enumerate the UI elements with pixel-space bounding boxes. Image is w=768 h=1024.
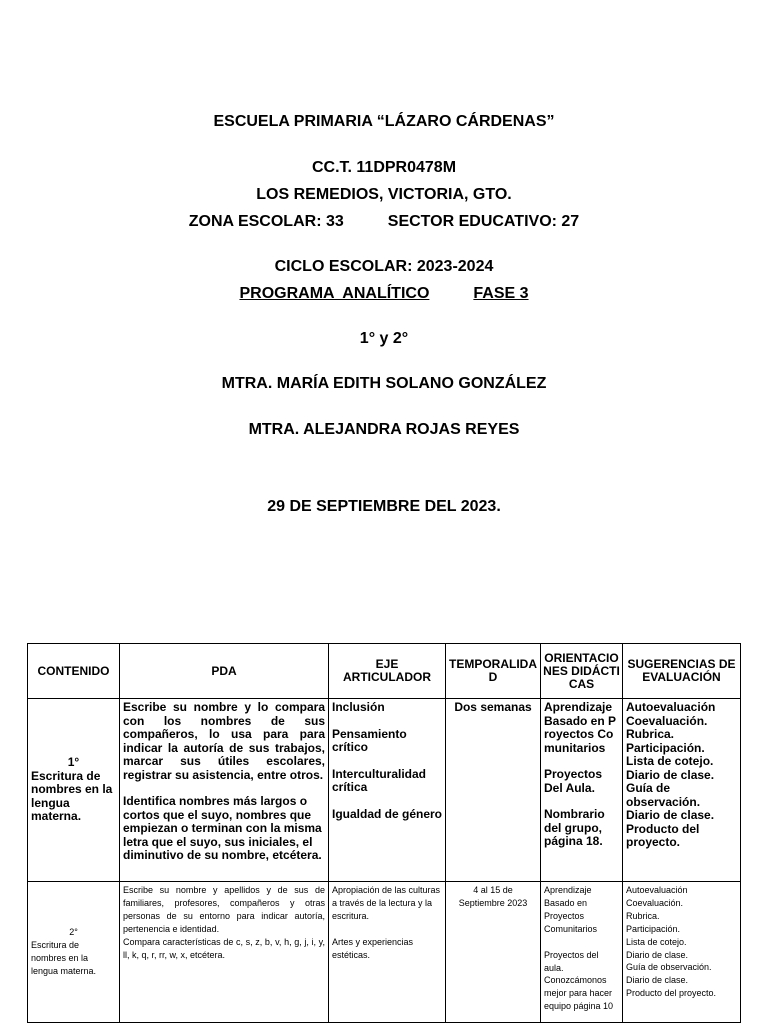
table-row bbox=[28, 699, 741, 882]
pda-paragraph: Identifica nombres más largos o cortos que el suyo, nombres que empiezan o terminan con la misma letra que el suyo, sus iniciales, el diminutivo de su nombre, etcétera. bbox=[123, 794, 322, 862]
table-row bbox=[28, 882, 741, 1023]
zona-sector bbox=[0, 212, 768, 232]
pda-paragraph: Escribe su nombre y lo compara con los nombres de sus compañeros, lo usa para para indicar la autoría de sus trabajos, marcar sus útiles escolares, registrar su asistencia, entre otros. bbox=[123, 700, 325, 782]
header-sugerencias: SUGERENCIAS DE EVALUACIÓN bbox=[623, 644, 741, 699]
grados: 1° y 2° bbox=[359, 330, 409, 347]
eje-item: Pensamiento crítico bbox=[332, 726, 407, 754]
orientacion-item: Aprendizaje Basado en Proyectos Comunitarios bbox=[544, 700, 617, 755]
table-header-row bbox=[28, 644, 741, 699]
grade-label: 2° bbox=[69, 927, 78, 938]
temporalidad-cell: 4 al 15 de Septiembre 2023 bbox=[446, 882, 541, 1023]
eje-item: Apropiación de las culturas a través de la lectura y la escritura. bbox=[332, 885, 441, 921]
sugerencia-item: Autoevaluación bbox=[626, 885, 688, 895]
ciclo-escolar: CICLO ESCOLAR: 2023-2024 bbox=[274, 258, 494, 275]
sugerencia-item: Rubrica. bbox=[626, 910, 660, 921]
temporalidad-cell: Dos semanas bbox=[446, 699, 541, 882]
pda-paragraph: Compara características de c, s, z, b, v, h, g, j, i, y, ll, k, q, r, rr, w, x, etcétera. bbox=[123, 936, 325, 960]
pda-cell bbox=[120, 882, 329, 1023]
eje-item: Igualdad de género bbox=[332, 806, 443, 821]
orientacion-item: Aprendizaje Basado en Proyectos Comunitarios bbox=[544, 885, 598, 934]
eje-item: Interculturalidad crítica bbox=[332, 766, 427, 794]
orientacion-item: Proyectos Del Aula. bbox=[544, 767, 603, 795]
document-date: 29 DE SEPTIEMBRE DEL 2023. bbox=[267, 498, 501, 515]
programa-analitico: PROGRAMA ANALÍTICO bbox=[239, 285, 430, 302]
sugerencia-item: Lista de cotejo. bbox=[626, 754, 714, 768]
sugerencia-item: Lista de cotejo. bbox=[626, 936, 687, 947]
pda-cell bbox=[120, 699, 329, 882]
header-temporalidad: TEMPORALIDAD bbox=[446, 644, 541, 699]
sugerencia-item: Diario de clase. bbox=[626, 949, 689, 960]
cct-code: CC.T. 11DPR0478M bbox=[311, 159, 457, 176]
sugerencia-item: Producto del proyecto. bbox=[626, 821, 700, 849]
sugerencia-item: Participación. bbox=[626, 740, 705, 755]
orientaciones-cell bbox=[541, 882, 623, 1023]
sugerencia-item: Rubrica. bbox=[626, 727, 675, 741]
sugerencia-item: Diario de clase. bbox=[626, 975, 689, 986]
school-name: ESCUELA PRIMARIA “LÁZARO CÁRDENAS” bbox=[213, 113, 555, 130]
orientacion-item: Nombrario del grupo, página 18. bbox=[544, 807, 605, 848]
contenido-cell bbox=[28, 699, 120, 882]
eje-cell bbox=[329, 882, 446, 1023]
sugerencia-item: Guía de observación. bbox=[626, 962, 712, 973]
orientacion-item: Proyectos del aula. bbox=[544, 949, 599, 973]
sugerencia-item: Producto del proyecto. bbox=[626, 988, 717, 999]
sugerencias-cell bbox=[623, 882, 741, 1023]
sugerencia-item: Diario de clase. bbox=[626, 808, 715, 822]
contenido-text: Escritura de nombres en la lengua materna. bbox=[31, 940, 97, 976]
programa-table bbox=[27, 643, 741, 1023]
orientaciones-cell bbox=[541, 699, 623, 882]
grade-label: 1° bbox=[67, 755, 80, 770]
contenido-text: Escritura de nombres en la lengua materna. bbox=[31, 768, 113, 824]
header-eje: EJE ARTICULADOR bbox=[329, 644, 446, 699]
sugerencia-item: Coevaluación. bbox=[626, 897, 684, 908]
programa-line bbox=[0, 284, 768, 304]
sector-educativo: SECTOR EDUCATIVO: 27 bbox=[387, 213, 580, 230]
eje-item: Artes y experiencias estéticas. bbox=[332, 936, 414, 960]
sugerencia-item: Diario de clase. bbox=[626, 767, 715, 782]
sugerencia-item: Participación. bbox=[626, 923, 681, 934]
sugerencia-item: Autoevaluación bbox=[626, 700, 716, 714]
teacher-1: MTRA. MARÍA EDITH SOLANO GONZÁLEZ bbox=[221, 375, 547, 392]
header-pda: PDA bbox=[120, 644, 329, 699]
eje-item: Inclusión bbox=[332, 700, 385, 714]
sugerencia-item: Coevaluación. bbox=[626, 713, 708, 728]
sugerencia-item: Guía de observación. bbox=[626, 781, 701, 809]
zona-escolar: ZONA ESCOLAR: 33 bbox=[188, 213, 344, 230]
eje-cell bbox=[329, 699, 446, 882]
contenido-cell bbox=[28, 882, 120, 1023]
header-contenido: CONTENIDO bbox=[28, 644, 120, 699]
sugerencias-cell bbox=[623, 699, 741, 882]
orientacion-item: Conozcámonos mejor para hacer equipo página 10 bbox=[544, 975, 614, 1012]
teacher-2: MTRA. ALEJANDRA ROJAS REYES bbox=[248, 421, 520, 438]
location: LOS REMEDIOS, VICTORIA, GTO. bbox=[256, 186, 512, 203]
fase: FASE 3 bbox=[473, 285, 529, 302]
header-orientaciones: ORIENTACIONES DIDÁCTICAS bbox=[541, 644, 623, 699]
pda-paragraph: Escribe su nombre y apellidos y de sus de familiares, profesores, compañeros y otras personas de su entorno para indicar autoría, pertenencia e identidad. bbox=[123, 885, 325, 934]
